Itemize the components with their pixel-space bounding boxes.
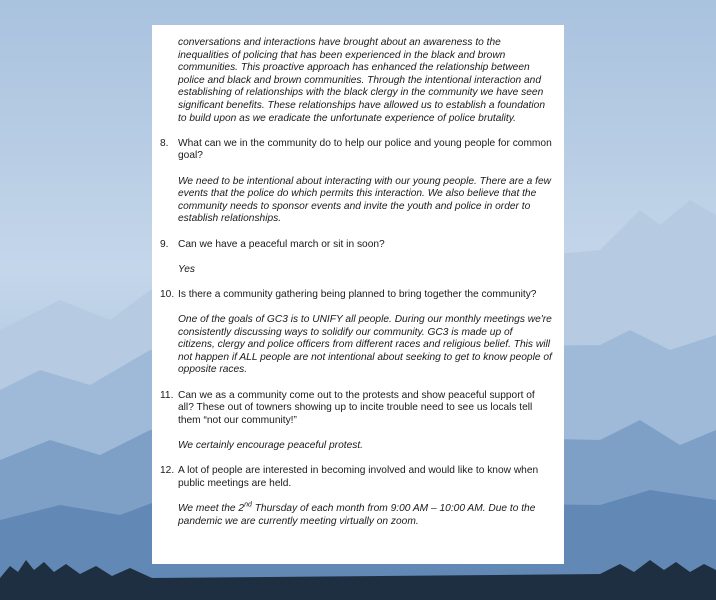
faq-item-9 [160,239,552,277]
answer-text: We certainly encourage peaceful protest. [178,440,363,451]
question-number: 8. [160,137,169,149]
answer-text-start: We meet the 2 [178,502,245,514]
faq-item-8 [160,138,552,226]
faq-item-11 [160,390,552,453]
question-text: Can we have a peaceful march or sit in soon? [178,238,385,250]
answer-text [178,503,552,528]
ordinal-suffix: nd [244,501,252,509]
document-page [152,25,564,564]
answer-text: One of the goals of GC3 is to UNIFY all people. During our monthly meetings we're consistently discussing ways to solidify our community. GC3 is made up of citizens, clergy and police officers from different races and religious belief. This will not happen if ALL people are not intentional about seeking to get to know people of opposite races. [178,314,552,376]
faq-item-12 [160,465,552,528]
answer-text-intro: conversations and interactions have brought about an awareness to the inequalities of policing that has been experienced in the black and brown communities. This proactive approach has enhanced the relationship between police and black and brown communities. Through the intentional interaction and establishing of relationships with the black clergy in the community we have seen significant benefits. These relationships have allowed us to establish a foundation to build upon as we eradicate the unfortunate experience of police brutality. [178,37,545,124]
question-number: 10. [160,288,175,300]
question-text: Can we as a community come out to the protests and show peaceful support of all? These out of towners showing up to incite trouble need to see us locals tell them “not our community!” [178,389,535,426]
question-number: 9. [160,238,169,250]
question-text: A lot of people are interested in becoming involved and would like to know when public meetings are held. [178,465,539,489]
answer-text-end: Thursday of each month from 9:00 AM – 10:00 AM. Due to the pandemic we are currently meeting virtually on zoom. [178,502,536,527]
question-number: 12. [160,465,175,477]
question-text: Is there a community gathering being planned to bring together the community? [178,288,537,300]
answer-text: Yes [178,263,195,275]
answer-text: We need to be intentional about interacting with our young people. There are a few events that the police do which permits this interaction. We also believe that the community needs to sponsor events and invite the youth and police in order to establish relationships. [178,175,552,225]
faq-item-10 [160,289,552,377]
question-text: What can we in the community do to help our police and young people for common goal? [178,137,552,162]
question-number: 11. [160,389,174,401]
